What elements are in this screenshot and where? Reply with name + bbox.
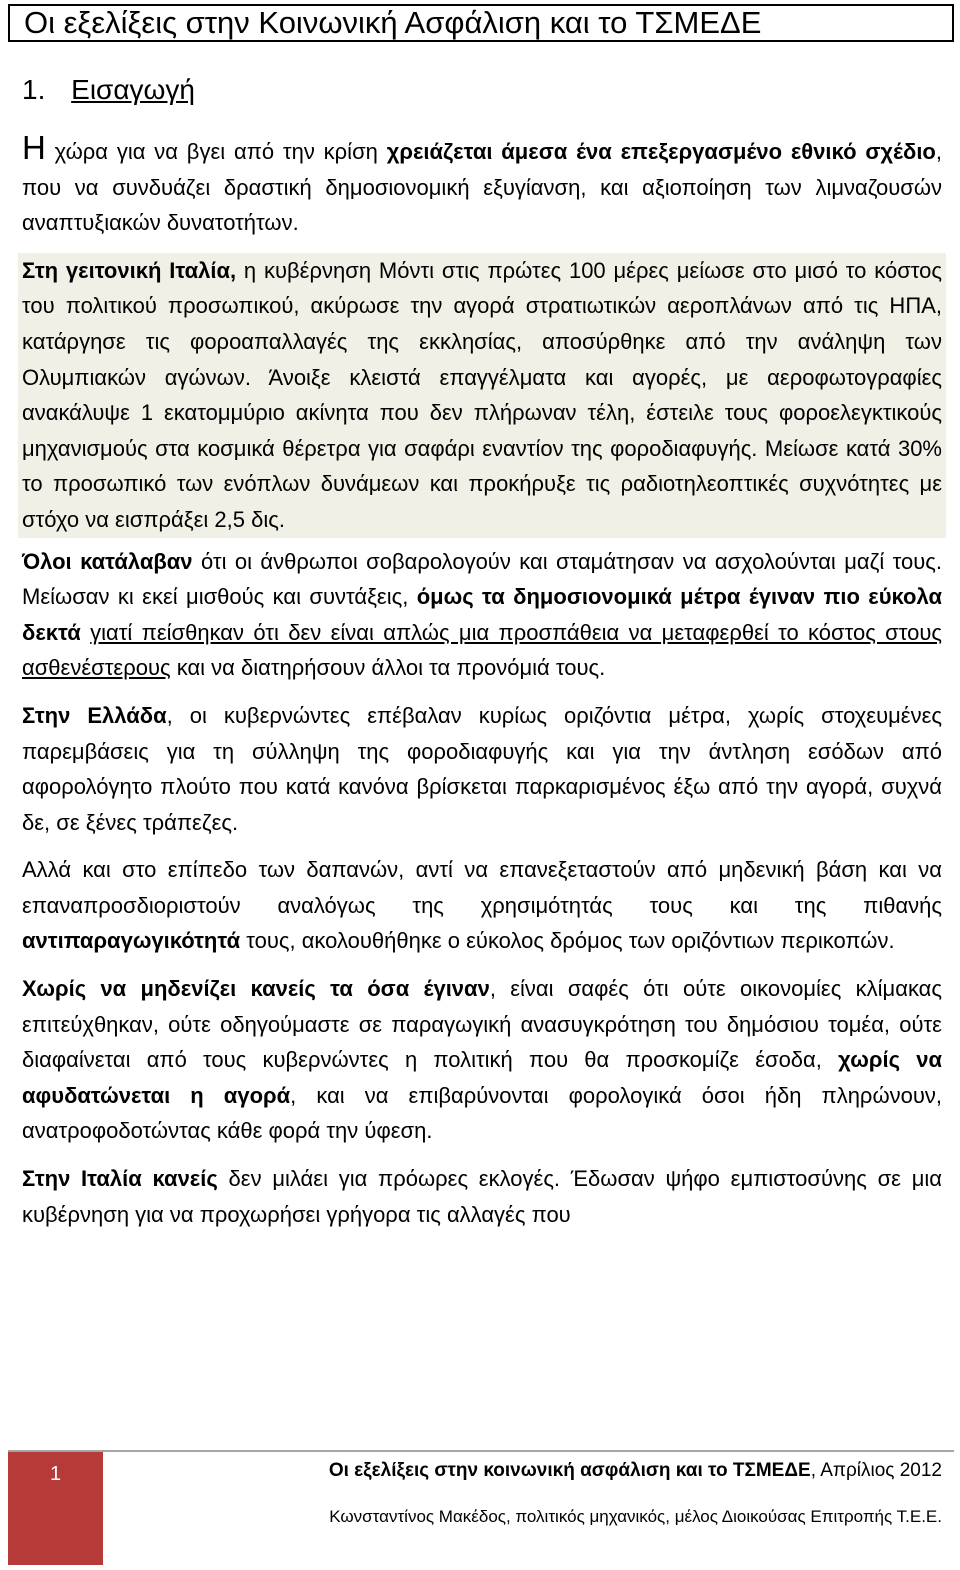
footer-rule [8,1450,954,1452]
text-run: Χωρίς να μηδενίζει κανείς τα όσα έγιναν [22,976,490,1002]
paragraph-italy-measures [18,253,946,538]
footer-date: , Απρίλιος 2012 [810,1460,942,1481]
text-run: Αλλά και στο επίπεδο των δαπανών, αντί να επανεξεταστούν από μηδενική βάση και να επαναπροσδιοριστούν αναλόγως της χρησιμότητάς τους και της πιθανής [22,857,942,918]
text-run: γιατί πείσθηκαν ότι δεν είναι απλώς μια προσπάθεια να μεταφερθεί το κόστος στους ασθενέστερους [22,619,942,681]
footer-title [329,1460,942,1482]
paragraph-intro [22,129,942,241]
paragraph-everyone-understood [22,544,942,686]
text-run: αντιπαραγωγικότητά [22,928,241,954]
text-run: Στην Ελλάδα [22,702,167,728]
text-run: Όλοι κατάλαβαν [22,548,193,574]
text-run: χώρα για να βγει από την κρίση [45,139,387,164]
page-number-box [8,1452,103,1565]
text-run: , που να συνδυάζει δραστική δημοσιονομική εξυγίανση, και αξιοποίηση των λιμναζουσών αναπτυξιακών δυνατοτήτων. [22,139,942,236]
text-run: χρειάζεται άμεσα ένα επεξεργασμένο εθνικό σχέδιο [386,139,936,164]
text-run: και να διατηρήσουν άλλοι τα προνόμιά τους. [170,655,606,681]
text-run: δεν μιλάει για πρόωρες εκλογές. Έδωσαν ψήφο εμπιστοσύνης σε μια κυβέρνηση για να προχωρήσει γρήγορα τις αλλαγές που [22,1166,942,1227]
text-run: , οι κυβερνώντες επέβαλαν κυρίως οριζόντια μέτρα, χωρίς στοχευμένες παρεμβάσεις για τη σύλληψη της φοροδιαφυγής και για την άντληση εσόδων από αφορολόγητο πλούτο που κατά κανόνα βρίσκεται παρκαρισμένος έξω από την αγορά, συχνά δε, σε ξένες τράπεζες. [22,702,942,835]
text-run: Η [22,129,46,166]
text-run: Στην Ιταλία κανείς [22,1166,218,1192]
text-run: τους, ακολουθήθηκε ο εύκολος δρόμος των οριζόντιων περικοπών. [240,928,895,954]
document-title: Οι εξελίξεις στην Κοινωνική Ασφάλιση και το ΤΣΜΕΔΕ [8,4,954,42]
text-run: όμως τα δημοσιονομικά μέτρα έγιναν πιο εύκολα δεκτά [22,584,942,645]
paragraph-italy-elections [22,1161,942,1232]
section-title: Εισαγωγή [71,74,195,105]
text-run: η κυβέρνηση Μόντι στις πρώτες 100 μέρες μείωσε στο μισό το κόστος του πολιτικού προσωπικού, ακύρωσε την αγορά στρατιωτικών αεροπλάνων από τις ΗΠΑ, κατάργησε τις φοροαπαλλαγές της εκκλησίας, αποσύρθηκε από την ανάληψη των Ολυμπιακών αγώνων. Άνοιξε κλειστά επαγγέλματα και αγορές, με αεροφωτογραφίες ανακάλυψε 1 εκατομμύριο ακίνητα που δεν πλήρωναν τέλη, έστειλε τους φοροελεγκτικούς μηχανισμούς στα κοσμικά θέρετρα για σαφάρι εναντίον της φοροδιαφυγής. Μείωσε κατά 30% το προσωπικό των ενόπλων δυνάμεων και προκήρυξε τις ραδιοτηλεοπτικές συχνότητες με στόχο να εισπράξει 2,5 δις. [22,257,942,532]
text-run: , είναι σαφές ότι ούτε οικονομίες κλίμακας επιτεύχθηκαν, ούτε οδηγούμαστε σε παραγωγική ανασυγκρότηση του δημόσιου τομέα, ούτε διαφαίνεται από τους κυβερνώντες η πολιτική που θα προσκομίζε έσοδα, [22,976,942,1073]
paragraph-without-zeroing [22,971,942,1149]
text-run: χωρίς να αφυδατώνεται η αγορά [22,1047,942,1108]
footer-doc-title: Οι εξελίξεις στην κοινωνική ασφάλιση και το ΤΣΜΕΔΕ [328,1460,811,1481]
text-run: , και να επιβαρύνονται φορολογικά όσοι ήδη πληρώνουν, ανατροφοδοτώντας κάθε φορά την ύφεση. [22,1082,942,1144]
page-number: 1 [49,1463,62,1485]
paragraph-greece [22,698,942,840]
text-run [81,620,90,645]
section-number: 1. [22,74,46,105]
paragraph-expenses [22,852,942,959]
section-heading [22,74,195,106]
text-run: Στη γειτονική Ιταλία, [22,257,237,283]
footer-author: Κωνσταντίνος Μακέδος, πολιτικός μηχανικός, μέλος Διοικούσας Επιτροπής Τ.Ε.Ε. [329,1507,942,1526]
body-content [22,129,942,1244]
text-run: ότι οι άνθρωποι σοβαρολογούν και σταμάτησαν να ασχολούνται μαζί τους. Μείωσαν κι εκεί μισθούς και συντάξεις, [22,548,942,610]
